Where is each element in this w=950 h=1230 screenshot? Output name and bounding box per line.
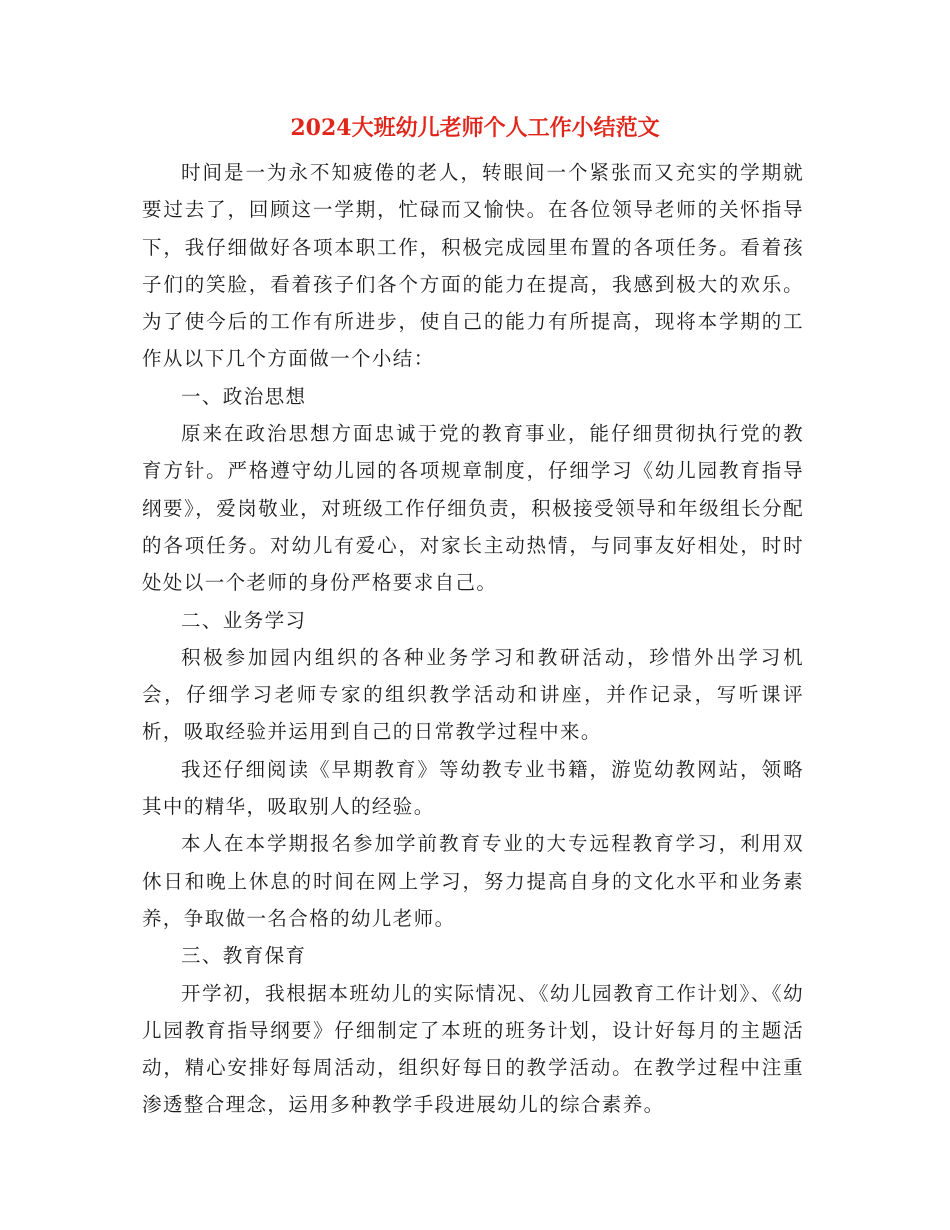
section-heading-study: 二、业务学习 — [181, 608, 307, 632]
study-paragraph-1: 积极参加园内组织的各种业务学习和教研活动，珍惜外出学习机会，仔细学习老师专家的组织教学活动和讲座，并作记录，写听课评析，吸取经验并运用到自己的日常教学过程中来。 — [142, 645, 804, 744]
section-heading-education: 三、教育保育 — [181, 944, 307, 968]
document-body — [142, 154, 804, 1124]
section-heading-politics: 一、政治思想 — [181, 384, 307, 408]
document-title: 2024大班幼儿老师个人工作小结范文 — [290, 115, 660, 141]
politics-paragraph: 原来在政治思想方面忠诚于党的教育事业，能仔细贯彻执行党的教育方针。严格遵守幼儿园的各项规章制度，仔细学习《幼儿园教育指导纲要》，爱岗敬业，对班级工作仔细负责，积极接受领导和年级组长分配的各项任务。对幼儿有爱心，对家长主动热情，与同事友好相处，时时处处以一个老师的身份严格要求自己。 — [142, 422, 804, 595]
study-paragraph-2: 我还仔细阅读《早期教育》等幼教专业书籍，游览幼教网站，领略其中的精华，吸取别人的经验。 — [142, 757, 804, 819]
intro-paragraph: 时间是一为永不知疲倦的老人，转眼间一个紧张而又充实的学期就要过去了，回顾这一学期，忙碌而又愉快。在各位领导老师的关怀指导下，我仔细做好各项本职工作，积极完成园里布置的各项任务。看着孩子们的笑脸，看着孩子们各个方面的能力在提高，我感到极大的欢乐。为了使今后的工作有所进步，使自己的能力有所提高，现将本学期的工作从以下几个方面做一个小结： — [142, 161, 804, 371]
education-paragraph: 开学初，我根据本班幼儿的实际情况、《幼儿园教育工作计划》、《幼儿园教育指导纲要》仔细制定了本班的班务计划，设计好每月的主题活动，精心安排好每周活动，组织好每日的教学活动。在教学过程中注重渗透整合理念，运用多种教学手段进展幼儿的综合素养。 — [142, 981, 804, 1117]
study-paragraph-3: 本人在本学期报名参加学前教育专业的大专远程教育学习，利用双休日和晚上休息的时间在网上学习，努力提高自身的文化水平和业务素养，争取做一名合格的幼儿老师。 — [142, 832, 804, 930]
